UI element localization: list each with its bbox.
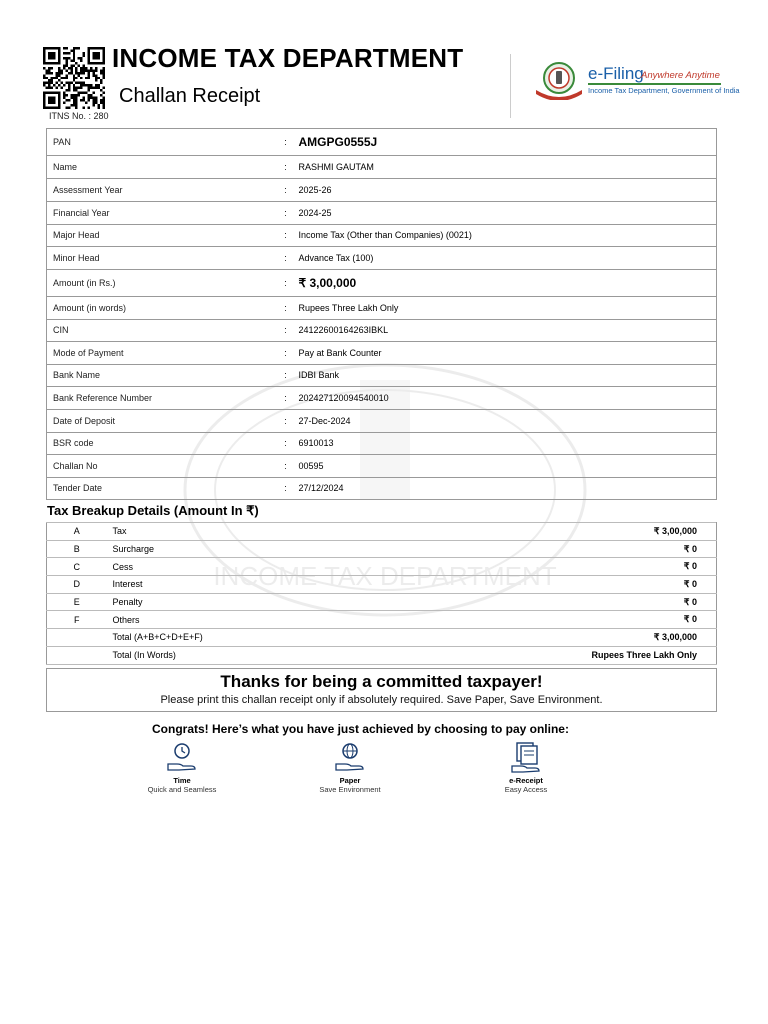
detail-label: BSR code xyxy=(47,432,279,455)
document-hand-icon xyxy=(509,742,543,774)
breakup-code xyxy=(47,629,107,647)
benefit-time xyxy=(122,742,242,794)
breakup-code xyxy=(47,646,107,664)
detail-colon: : xyxy=(279,387,293,410)
globe-hand-icon xyxy=(333,742,367,774)
detail-row xyxy=(47,201,717,224)
detail-row xyxy=(47,477,717,500)
detail-row xyxy=(47,410,717,433)
breakup-amount: Rupees Three Lakh Only xyxy=(527,646,717,664)
detail-label: Mode of Payment xyxy=(47,342,279,365)
detail-colon: : xyxy=(279,477,293,500)
detail-colon: : xyxy=(279,269,293,296)
efiling-underline xyxy=(588,83,721,85)
breakup-amount: ₹ 0 xyxy=(527,593,717,611)
breakup-row xyxy=(47,576,717,594)
detail-colon: : xyxy=(279,319,293,342)
breakup-label: Total (In Words) xyxy=(107,646,527,664)
detail-value: Income Tax (Other than Companies) (0021) xyxy=(293,224,717,247)
detail-row xyxy=(47,387,717,410)
detail-label: Amount (in words) xyxy=(47,296,279,319)
detail-row xyxy=(47,247,717,270)
detail-label: Tender Date xyxy=(47,477,279,500)
breakup-label: Interest xyxy=(107,576,527,594)
detail-value: 27/12/2024 xyxy=(293,477,717,500)
clock-hand-icon xyxy=(165,742,199,774)
detail-colon: : xyxy=(279,224,293,247)
benefit-paper-title: Paper xyxy=(339,776,361,785)
breakup-code: B xyxy=(47,540,107,558)
detail-row xyxy=(47,269,717,296)
detail-label: Bank Reference Number xyxy=(47,387,279,410)
benefit-paper xyxy=(290,742,410,794)
detail-value: Advance Tax (100) xyxy=(293,247,717,270)
breakup-row xyxy=(47,540,717,558)
thanks-title: Thanks for being a committed taxpayer! xyxy=(220,672,543,691)
detail-colon: : xyxy=(279,129,293,156)
detail-value: IDBI Bank xyxy=(293,364,717,387)
detail-value: RASHMI GAUTAM xyxy=(293,156,717,179)
breakup-row xyxy=(47,523,717,541)
detail-label: Major Head xyxy=(47,224,279,247)
detail-label: Financial Year xyxy=(47,201,279,224)
tax-breakup-table xyxy=(46,522,717,665)
breakup-amount: ₹ 0 xyxy=(527,540,717,558)
detail-colon: : xyxy=(279,455,293,478)
detail-colon: : xyxy=(279,342,293,365)
breakup-code: E xyxy=(47,593,107,611)
detail-row xyxy=(47,296,717,319)
breakup-amount: ₹ 0 xyxy=(527,611,717,629)
qr-code-icon xyxy=(43,47,105,109)
benefit-ereceipt-subtitle: Easy Access xyxy=(504,785,548,794)
detail-colon: : xyxy=(279,201,293,224)
detail-colon: : xyxy=(279,432,293,455)
breakup-row xyxy=(47,646,717,664)
breakup-row xyxy=(47,593,717,611)
breakup-code: F xyxy=(47,611,107,629)
detail-colon: : xyxy=(279,410,293,433)
detail-colon: : xyxy=(279,364,293,387)
detail-label: Assessment Year xyxy=(47,179,279,202)
receipt-header xyxy=(0,0,768,128)
thanks-subtitle: Please print this challan receipt only if absolutely required. Save Paper, Save Environment. xyxy=(160,694,603,706)
detail-row xyxy=(47,319,717,342)
breakup-label: Cess xyxy=(107,558,527,576)
receipt-title: Challan Receipt xyxy=(119,85,261,107)
breakup-code: D xyxy=(47,576,107,594)
detail-label: PAN xyxy=(47,129,279,156)
breakup-label: Total (A+B+C+D+E+F) xyxy=(107,629,527,647)
detail-colon: : xyxy=(279,296,293,319)
detail-value: 202427120094540010 xyxy=(293,387,717,410)
detail-value: 00595 xyxy=(293,455,717,478)
breakup-amount: ₹ 0 xyxy=(527,558,717,576)
detail-row xyxy=(47,432,717,455)
detail-value: ₹ 3,00,000 xyxy=(293,269,717,296)
benefit-ereceipt-title: e-Receipt xyxy=(509,776,543,785)
detail-label: Date of Deposit xyxy=(47,410,279,433)
benefit-ereceipt xyxy=(466,742,586,794)
detail-row xyxy=(47,224,717,247)
detail-value: Rupees Three Lakh Only xyxy=(293,296,717,319)
breakup-amount: ₹ 3,00,000 xyxy=(527,523,717,541)
detail-value: 2024-25 xyxy=(293,201,717,224)
challan-details-table xyxy=(46,128,717,500)
detail-label: Challan No xyxy=(47,455,279,478)
detail-value: 27-Dec-2024 xyxy=(293,410,717,433)
breakup-label: Tax xyxy=(107,523,527,541)
breakup-row xyxy=(47,558,717,576)
detail-value: Pay at Bank Counter xyxy=(293,342,717,365)
detail-value: 24122600164263IBKL xyxy=(293,319,717,342)
detail-label: Name xyxy=(47,156,279,179)
efiling-subtitle: Income Tax Department, Government of India xyxy=(588,86,740,95)
detail-colon: : xyxy=(279,247,293,270)
thanks-box xyxy=(46,668,717,712)
detail-row xyxy=(47,455,717,478)
detail-row xyxy=(47,179,717,202)
header-divider xyxy=(510,54,511,118)
breakup-label: Surcharge xyxy=(107,540,527,558)
breakup-code: A xyxy=(47,523,107,541)
breakup-amount: ₹ 0 xyxy=(527,576,717,594)
congrats-message: Congrats! Here’s what you have just achieved by choosing to pay online: xyxy=(152,722,569,736)
detail-row xyxy=(47,342,717,365)
detail-colon: : xyxy=(279,179,293,202)
detail-label: CIN xyxy=(47,319,279,342)
detail-value: 2025-26 xyxy=(293,179,717,202)
breakup-label: Penalty xyxy=(107,593,527,611)
detail-row xyxy=(47,156,717,179)
itns-number: ITNS No. : 280 xyxy=(49,111,109,121)
detail-label: Amount (in Rs.) xyxy=(47,269,279,296)
detail-row xyxy=(47,364,717,387)
detail-colon: : xyxy=(279,156,293,179)
detail-row xyxy=(47,129,717,156)
efiling-brand: e-Filing xyxy=(588,64,644,83)
breakup-row xyxy=(47,629,717,647)
tax-breakup-title: Tax Breakup Details (Amount In ₹) xyxy=(47,503,259,518)
benefit-time-title: Time xyxy=(173,776,191,785)
benefit-time-subtitle: Quick and Seamless xyxy=(147,785,217,794)
breakup-row xyxy=(47,611,717,629)
watermark-text: INCOME TAX DEPARTMENT xyxy=(213,561,557,591)
detail-label: Bank Name xyxy=(47,364,279,387)
department-title: INCOME TAX DEPARTMENT xyxy=(112,43,464,73)
efiling-tagline: Anywhere Anytime xyxy=(641,70,720,81)
detail-label: Minor Head xyxy=(47,247,279,270)
breakup-label: Others xyxy=(107,611,527,629)
emblem-icon xyxy=(532,60,586,100)
breakup-amount: ₹ 3,00,000 xyxy=(527,629,717,647)
detail-value: 6910013 xyxy=(293,432,717,455)
detail-value: AMGPG0555J xyxy=(293,129,717,156)
breakup-code: C xyxy=(47,558,107,576)
benefit-paper-subtitle: Save Environment xyxy=(319,785,381,794)
